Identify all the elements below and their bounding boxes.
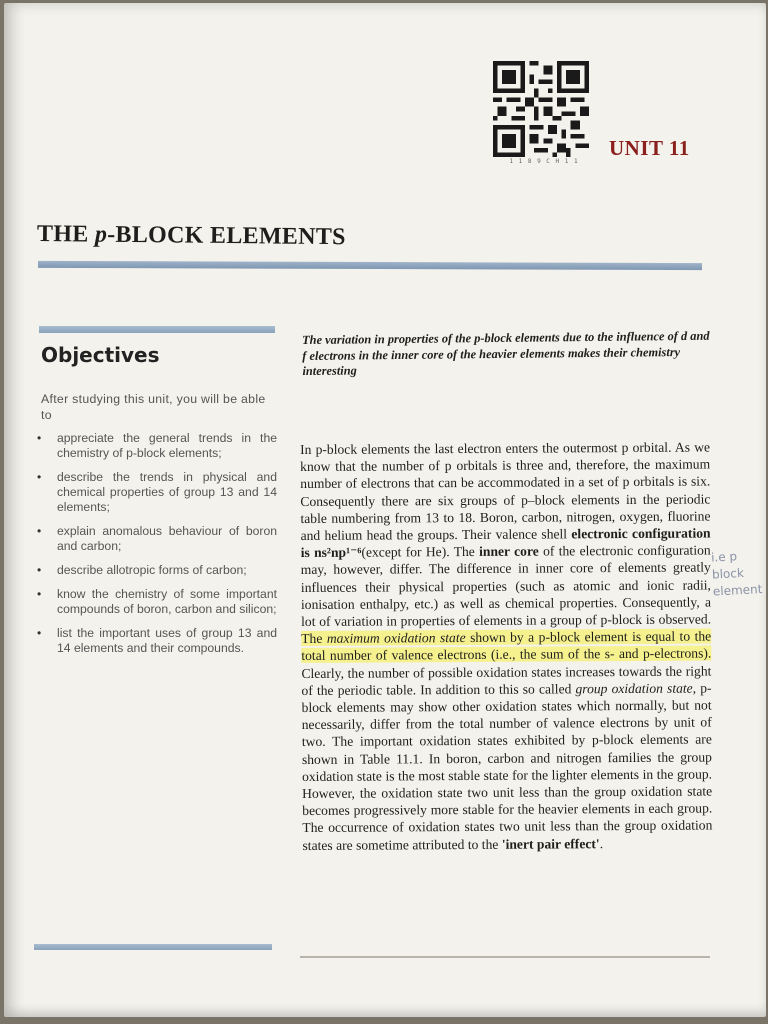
highlight-text: shown by a p-block element is equal to the total number of valence electrons (i.e., the sum of the s- and p-electrons).: [301, 628, 712, 664]
objective-item: [37, 470, 277, 516]
body-bold: electronic configuration is ns²np¹⁻⁶: [300, 525, 711, 561]
objective-item: [37, 626, 277, 656]
bullet-icon: •: [37, 469, 42, 484]
chapter-epigraph: The variation in properties of the p-block elements due to the influence of d and f electrons in the inner core of the heavier elements makes their chemistry interesting: [302, 328, 710, 378]
title-italic: p: [94, 221, 108, 248]
highlight-text: The: [301, 631, 327, 647]
objectives-bottom-bar: [34, 944, 272, 950]
body-paragraph: [300, 438, 713, 853]
objective-text: explain anomalous behaviour of boron and carbon;: [57, 524, 277, 554]
objectives-list: [37, 431, 277, 664]
body-underline: [300, 956, 710, 958]
body-bold: inner core: [479, 543, 539, 560]
title-rule: [38, 261, 702, 270]
highlight-italic: maximum oxidation state: [326, 630, 466, 647]
bullet-icon: •: [37, 562, 42, 577]
body-text: (except for He). The: [361, 544, 480, 560]
objective-item: [37, 587, 277, 617]
objective-item: [37, 431, 277, 461]
body-bold: 'inert pair effect': [501, 835, 600, 852]
body-text: of the electronic configuration may, however, differ. The difference in inner core of elements greatly influences their physical properties (such as atomic and ionic radii, ionisation enthalpy, etc.) as well as chemical properties. Consequently, a lot of variation in properties of elements in a group of p-block is observed.: [300, 542, 712, 630]
objectives-heading: Objectives: [41, 343, 160, 367]
bullet-icon: •: [37, 625, 42, 640]
title-suffix: -BLOCK ELEMENTS: [107, 221, 346, 251]
handwritten-note: i.e p block element: [710, 549, 763, 599]
objective-item: [37, 563, 277, 578]
objective-text: list the important uses of group 13 and 14 elements and their compounds.: [57, 625, 277, 655]
objective-item: [37, 524, 277, 554]
bullet-icon: •: [37, 524, 42, 539]
body-text: .: [599, 835, 604, 851]
objectives-top-bar: [39, 326, 275, 333]
objective-text: appreciate the general trends in the chemistry of p-block elements;: [57, 431, 277, 461]
body-italic: group oxidation state: [575, 680, 693, 697]
bullet-icon: •: [37, 431, 42, 445]
objectives-intro: After studying this unit, you will be able to: [41, 392, 266, 422]
title-prefix: THE: [36, 221, 96, 248]
body-text: Clearly, the number of possible oxidation states increases towards the right of the periodic table. In addition to this so called: [301, 663, 712, 698]
objective-text: describe allotropic forms of carbon;: [57, 562, 247, 577]
objective-text: describe the trends in physical and chemical properties of group 13 and 14 elements;: [57, 469, 277, 515]
qr-code: [493, 61, 589, 157]
bullet-icon: •: [37, 586, 42, 601]
objective-text: know the chemistry of some important compounds of boron, carbon and silicon;: [57, 586, 277, 616]
qr-caption: 1 1 8 9 C H 1 1: [509, 158, 579, 165]
textbook-page: [4, 3, 766, 1017]
chapter-title: [37, 221, 346, 251]
unit-label: UNIT 11: [609, 136, 690, 160]
body-text: In p-block elements the last electron enters the outermost p orbital. As we know that the number of p orbitals is three and, therefore, the maximum number of electrons that can be accommodated in a set of p orbitals is six. Consequently there are six groups of p–block elements in the periodic table numbering from 13 to 18. Boron, carbon, nitrogen, oxygen, fluorine and helium head the groups. Their valence shell: [300, 439, 711, 544]
body-text: , p-block elements may show other oxidation states which normally, but not necessarily, differ from the total number of valence electrons by unit of two. The important oxidation states exhibited by p-block elements are shown in Table 11.1. In boron, carbon and nitrogen families the group oxidation state is the most stable state for the lighter elements in the group. However, the oxidation state two unit less than the group oxidation state becomes progressively more stable for the heavier elements in each group. The occurrence of oxidation states two unit less than the group oxidation states are sometime attributed to the: [301, 680, 713, 853]
highlighted-text: [301, 629, 711, 664]
